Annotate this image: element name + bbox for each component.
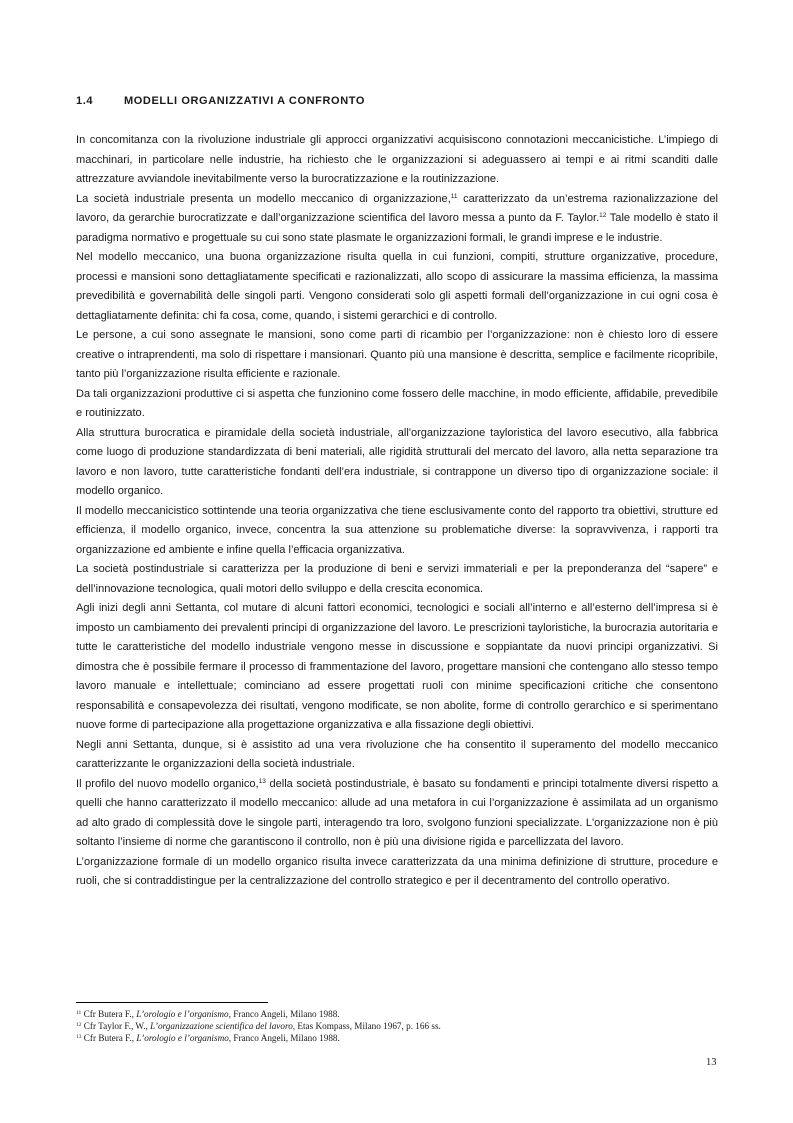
footnote-text: Cfr Taylor F., W.,	[81, 1021, 151, 1031]
footnote-number: 12	[76, 1022, 82, 1028]
footnote-separator	[76, 1002, 268, 1003]
page-number: 13	[706, 1057, 717, 1068]
footnote-ref-13: 13	[258, 777, 266, 785]
section-title: MODELLI ORGANIZZATIVI A CONFRONTO	[124, 95, 366, 107]
footnote-text: , Etas Kompass, Milano 1967, p. 166 ss.	[292, 1021, 441, 1031]
paragraph: Nel modello meccanico, una buona organizzazione risulta quella in cui funzioni, compiti, strutture organizzative, procedure, processi e mansioni sono dettagliatamente specificati e razionalizzati, allo scopo di assicurare la massima efficienza, la massima prevedibilità e governabilità delle singoli parti. Vengono considerati solo gli aspetti formali dell’organizzazione in cui ogni cosa è dettagliatamente definita: chi fa cosa, come, quando, i sistemi gerarchici e di controllo.	[76, 251, 718, 322]
footnote-number: 13	[76, 1034, 82, 1040]
paragraph-text: caratterizzato da un’estrema razionalizzazione del lavoro, da gerarchie burocratizzate e dall’organizzazione scientifica del lavoro messa a punto da F. Taylor.	[76, 192, 718, 224]
footnote-book-title: L’organizzazione scientifica del lavoro	[150, 1021, 293, 1031]
footnote	[76, 1008, 718, 1020]
paragraph-text: della società postindustriale, è basato su fondamenti e principi totalmente diversi rispetto a quelli che hanno caratterizzato il modello meccanico: allude ad una metafora in cui l’organizzazione è assimilata ad un organismo ad alto grado di complessità dove le singole parti, interagendo tra loro, svolgono funzioni specializzate. L'organizzazione non è più soltanto l’insieme di norme che garantiscono il controllo, non è più una divisione rigida e parcellizzata del lavoro.	[76, 777, 718, 848]
paragraph: Le persone, a cui sono assegnate le mansioni, sono come parti di ricambio per l’organizzazione: non è chiesto loro di essere creative o intraprendenti, ma solo di rispettare i mansionari. Quanto più una mansione è descritta, semplice e facilmente ricopribile, tanto più l’organizzazione risulta efficiente e razionale.	[76, 329, 718, 380]
footnote-text: Franco Angeli, Milano 1988.	[230, 1009, 340, 1019]
paragraph-text: Il profilo del nuovo modello organico,	[76, 777, 259, 790]
footnote-book-title: L’orologio e l’organismo,	[136, 1033, 232, 1043]
paragraph	[76, 775, 718, 853]
paragraph: Il modello meccanicistico sottintende una teoria organizzativa che tiene esclusivamente conto del rapporto tra obiettivi, strutture ed efficienza, il modello organico, invece, concentra la sua attenzione su problematiche diverse: la sopravvivenza, i rapporti tra organizzazione ed ambiente e infine quella l’efficacia organizzativa.	[76, 504, 718, 556]
paragraph: L’organizzazione formale di un modello organico risulta invece caratterizzata da una minima definizione di strutture, procedure e ruoli, che si contraddistingue per la centralizzazione del controllo strategico e per il decentramento del controllo operativo.	[76, 855, 718, 887]
footnote	[76, 1020, 718, 1032]
paragraph: Agli inizi degli anni Settanta, col mutare di alcuni fattori economici, tecnologici e sociali all’interno e all’esterno dell’impresa si è imposto un cambiamento dei prevalenti principi di organizzazione del lavoro. Le prescrizioni tayloristiche, la burocrazia autoritaria e tutte le caratteristiche del modello industriale vengono messe in discussione e soppiantate da nuovi principi organizzativi. Si dimostra che è possibile fermare il processo di frammentazione del lavoro, progettare mansioni che contengano allo stesso tempo lavoro manuale e intellettuale; cominciano ad essere progettati ruoli con minime specificazioni critiche che consentono responsabilità e consapevolezza dei risultati, vengono modificate, se non abolite, forme di controllo gerarchico e si sperimentano nuove forme di partecipazione alla progettazione organizzativa e alla fissazione degli obiettivi.	[76, 602, 718, 731]
footnotes	[76, 1008, 718, 1044]
paragraph: Da tali organizzazioni produttive ci si aspetta che funzionino come fossero delle macchine, in modo efficiente, affidabile, prevedibile e routinizzato.	[76, 387, 718, 419]
paragraph: Negli anni Settanta, dunque, si è assistito ad una vera rivoluzione che ha consentito il superamento del modello meccanico caratterizzante le organizzazioni della società industriale.	[76, 738, 718, 770]
body-text	[76, 131, 718, 892]
section-heading	[76, 95, 365, 107]
paragraph	[76, 190, 718, 249]
footnote-ref-11: 11	[450, 192, 458, 200]
footnote-book-title: L’orologio e l’organismo,	[136, 1009, 231, 1019]
paragraph-text: Tale modello è stato il paradigma normativo e progettuale su cui sono state plasmate le organizzazioni formali, le grandi imprese e le industrie.	[76, 212, 718, 244]
footnote-text: Cfr Butera F.,	[81, 1009, 137, 1019]
footnote-number: 11	[76, 1010, 82, 1016]
paragraph: In concomitanza con la rivoluzione industriale gli approcci organizzativi acquisiscono connotazioni meccanicistiche. L’impiego di macchinari, in particolare nelle industrie, ha richiesto che le organizzazioni si adeguassero ai tempi e ai ritmi scanditi dalle attrezzature avviandole inevitabilmente verso la burocratizzazione e la routinizzazione.	[76, 134, 718, 185]
section-number: 1.4	[76, 95, 94, 107]
paragraph: Alla struttura burocratica e piramidale della società industriale, all'organizzazione tayloristica del lavoro esecutivo, alla fabbrica come luogo di produzione standardizzata di beni materiali, alle rigidità strutturali del mercato del lavoro, alla netta separazione tra lavoro e non lavoro, tutte caratteristiche fondanti dell’era industriale, si contrappone un diverso tipo di organizzazione sociale: il modello organico.	[76, 426, 718, 497]
paragraph-text: La società industriale presenta un modello meccanico di organizzazione,	[76, 192, 451, 205]
footnote-text: Franco Angeli, Milano 1988.	[231, 1033, 340, 1043]
footnote-text: Cfr Butera F.,	[81, 1033, 137, 1043]
footnote	[76, 1032, 718, 1044]
paragraph: La società postindustriale si caratterizza per la produzione di beni e servizi immateriali e per la preponderanza del “sapere” e dell’innovazione tecnologica, quali motori dello sviluppo e della crescita economica.	[76, 563, 718, 595]
footnote-ref-12: 12	[599, 212, 607, 219]
